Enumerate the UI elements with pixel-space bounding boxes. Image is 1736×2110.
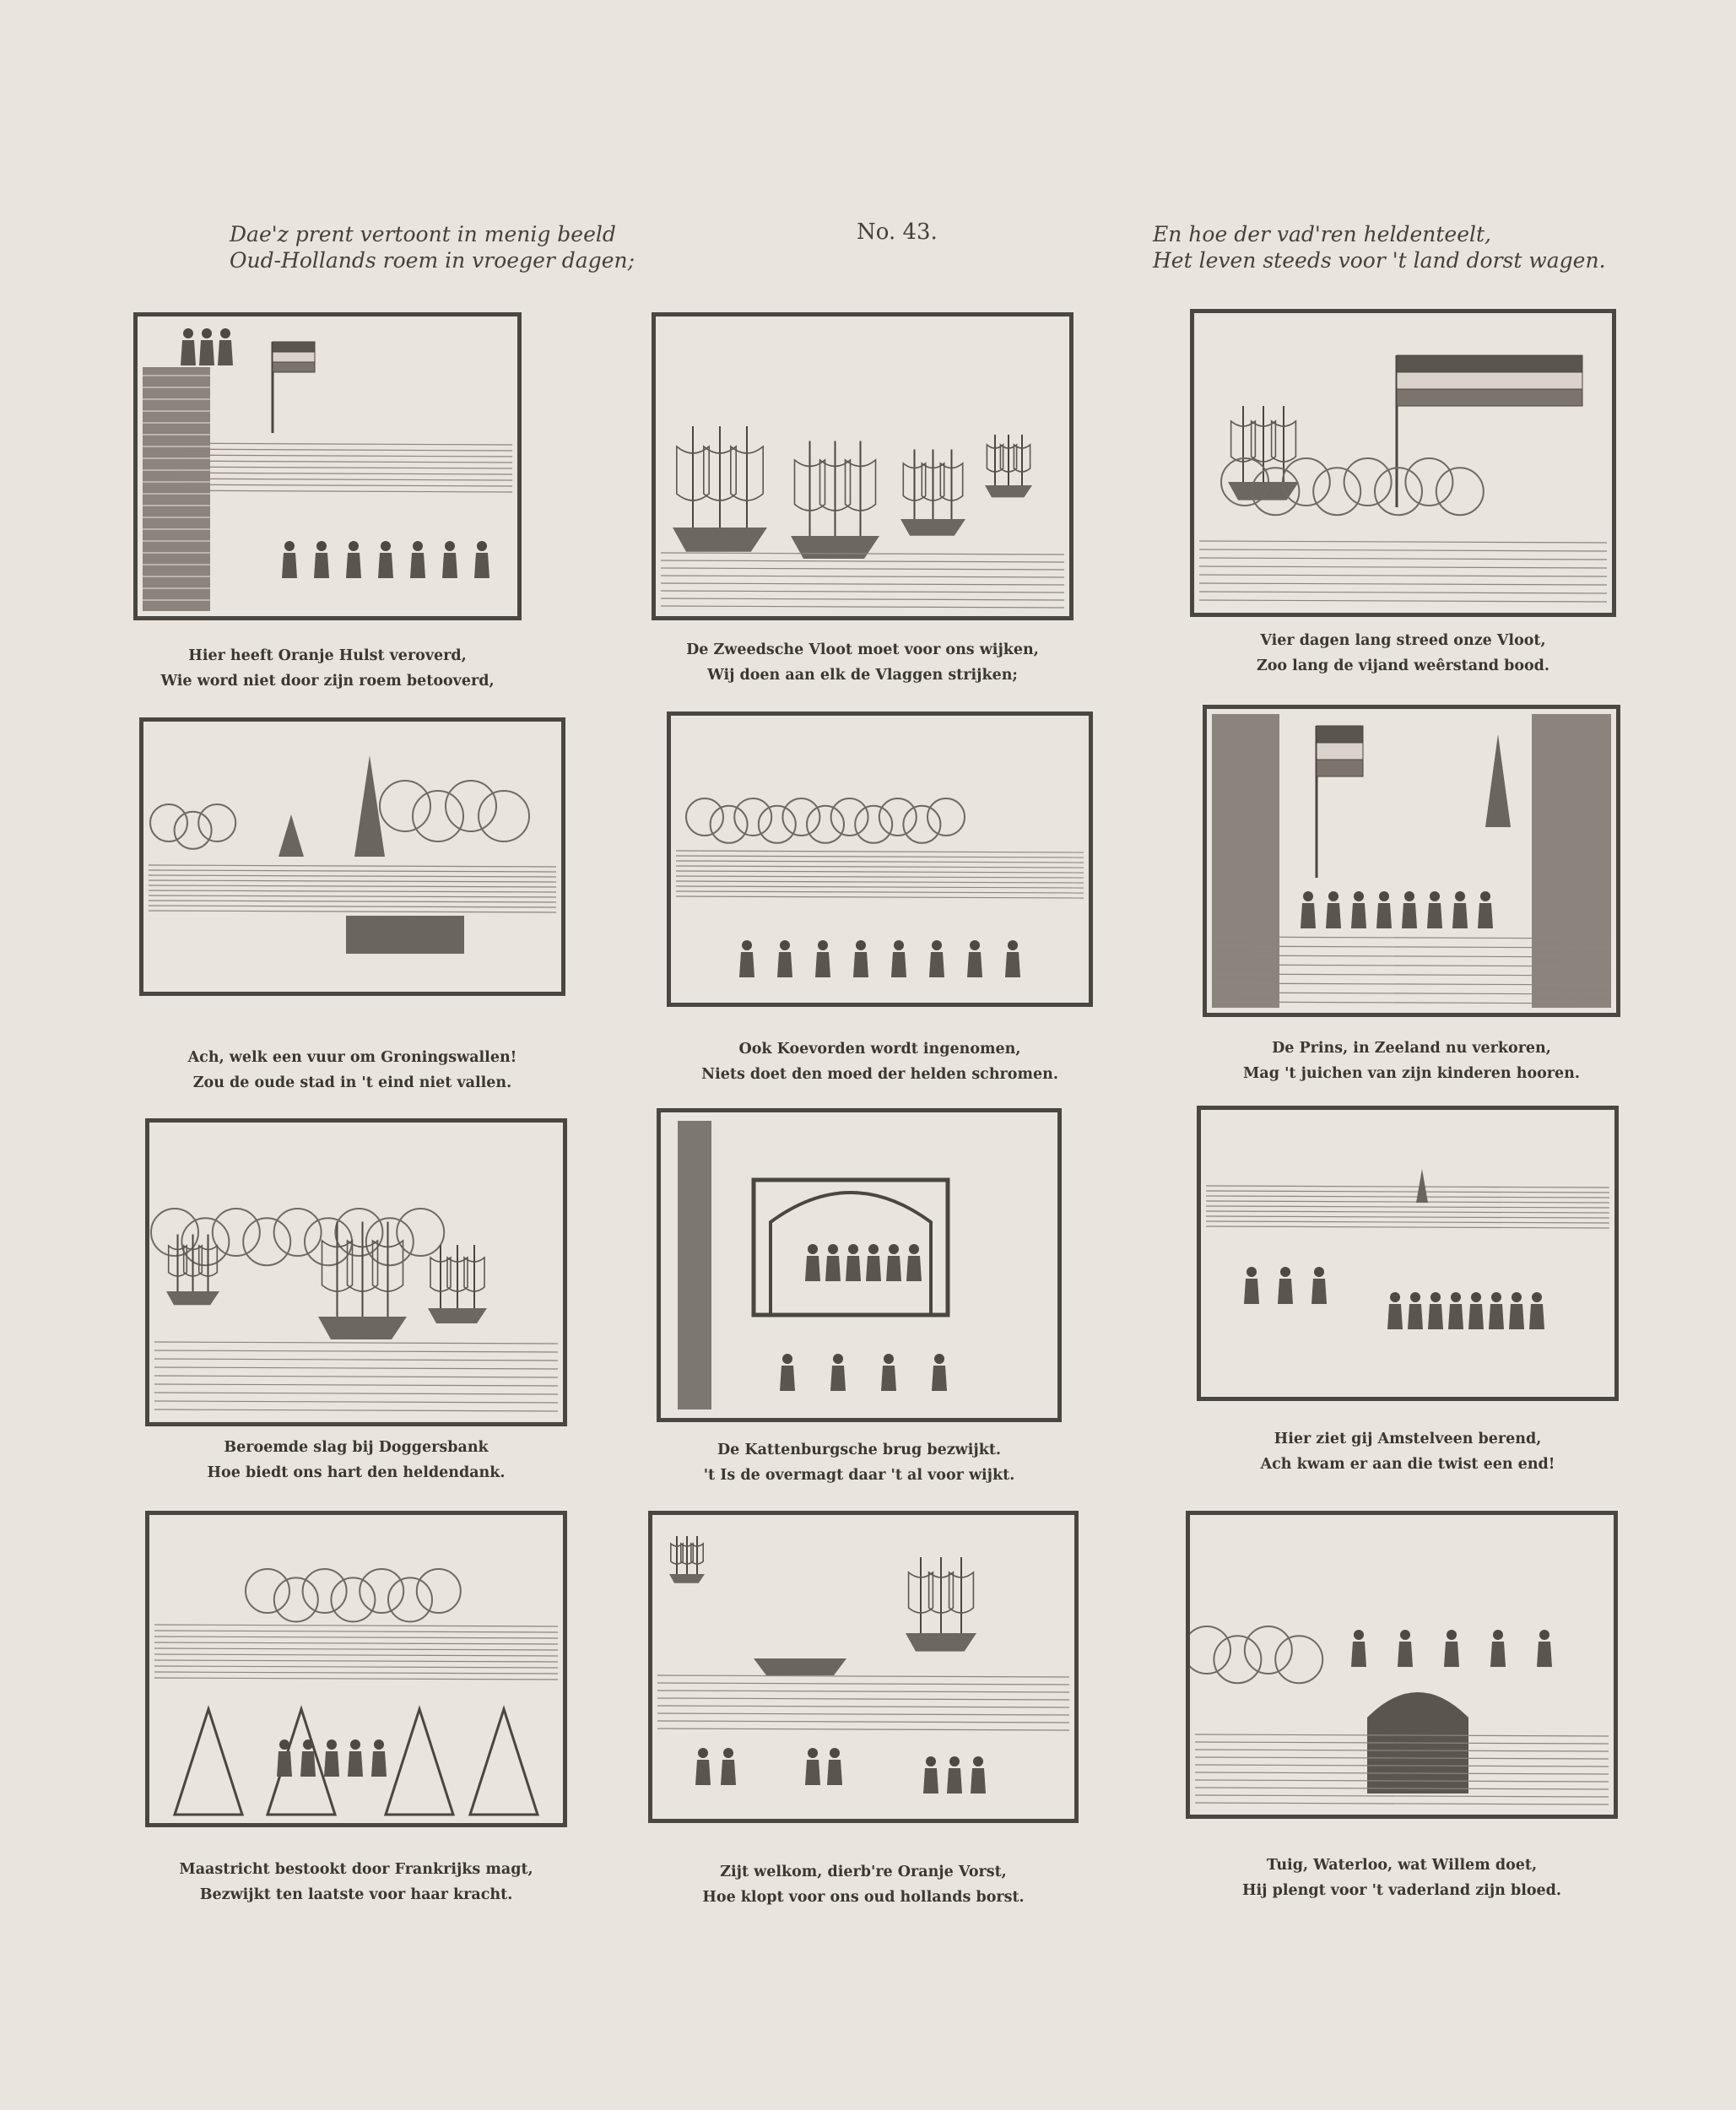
woodcut-maastricht [145, 1511, 567, 1827]
woodcut-siege-groningen [139, 717, 565, 996]
caption [145, 1435, 567, 1485]
caption-line-1: Beroemde slag bij Doggersbank [224, 1439, 489, 1456]
panel-3 [1190, 309, 1616, 689]
panel-12 [1186, 1511, 1618, 1916]
caption-line-1: Vier dagen lang streed onze Vloot, [1260, 632, 1546, 649]
woodcut-illustration [149, 1123, 563, 1422]
woodcut-illustration [1207, 709, 1616, 1013]
caption [657, 1437, 1062, 1488]
caption-line-2: Ach kwam er aan die twist een end! [1260, 1456, 1555, 1473]
woodcut-illustration [661, 1112, 1057, 1418]
woodcut-doggersbank [145, 1118, 567, 1426]
caption-line-2: Wie word niet door zijn roem betooverd, [160, 673, 495, 690]
woodcut-illustration [671, 716, 1089, 1003]
caption-line-1: De Zweedsche Vloot moet voor ons wijken, [686, 641, 1039, 658]
caption [1190, 628, 1616, 679]
caption [1197, 1426, 1619, 1477]
caption-line-2: Zoo lang de vijand weêrstand bood. [1256, 657, 1550, 674]
woodcut-swedish-fleet [652, 312, 1074, 620]
caption [667, 1036, 1093, 1087]
caption-line-1: Ach, welk een vuur om Groningswallen! [187, 1049, 517, 1066]
caption [139, 1045, 565, 1096]
sheet-number: No. 43. [857, 219, 938, 245]
woodcut-four-days-battle [1190, 309, 1616, 617]
caption-line-1: Hier heeft Oranje Hulst veroverd, [188, 647, 467, 664]
woodcut-illustration [149, 1515, 563, 1823]
woodcut-illustration [1190, 1515, 1614, 1815]
woodcut-amstelveen [1197, 1106, 1619, 1401]
header-left-line-1: Dae'z prent vertoont in menig beeld [230, 222, 616, 246]
caption-line-1: Ook Koevorden wordt ingenomen, [738, 1041, 1021, 1058]
header-right-verse [1153, 221, 1606, 273]
caption-line-2: Bezwijkt ten laatste voor haar kracht. [199, 1886, 513, 1903]
panel-4 [139, 717, 565, 1097]
panel-1 [133, 312, 522, 692]
header-right-line-1: En hoe der vad'ren heldenteelt, [1153, 222, 1492, 246]
caption [133, 643, 522, 694]
woodcut-welcome-prince [648, 1511, 1079, 1823]
caption-line-1: Hier ziet gij Amstelveen berend, [1274, 1431, 1542, 1447]
caption-line-2: Niets doet den moed der helden schromen. [701, 1066, 1058, 1083]
caption-line-1: Zijt welkom, dierb're Oranje Vorst, [720, 1864, 1007, 1880]
caption-line-1: De Prins, in Zeeland nu verkoren, [1272, 1040, 1551, 1057]
header-right-line-2: Het leven steeds voor 't land dorst wagen. [1153, 248, 1606, 273]
woodcut-illustration [1194, 313, 1612, 613]
woodcut-illustration [1201, 1110, 1614, 1397]
caption [652, 637, 1074, 688]
panel-11 [648, 1511, 1079, 1933]
panel-10 [145, 1511, 567, 1933]
caption [145, 1857, 567, 1907]
caption-line-1: Tuig, Waterloo, wat Willem doet, [1266, 1857, 1538, 1874]
caption-line-2: Hoe klopt voor ons oud hollands borst. [702, 1889, 1025, 1906]
caption-line-2: Hoe biedt ons hart den heldendank. [207, 1464, 506, 1481]
panel-7 [145, 1118, 567, 1498]
woodcut-waterloo [1186, 1511, 1618, 1819]
caption-line-2: 't Is de overmagt daar 't al voor wijkt. [703, 1467, 1015, 1484]
caption-line-1: Maastricht bestookt door Frankrijks magt, [179, 1861, 533, 1878]
woodcut-illustration [138, 316, 517, 616]
caption [648, 1859, 1079, 1910]
woodcut-siege-hulst [133, 312, 522, 620]
woodcut-prince-zeeland [1203, 705, 1620, 1017]
caption [1203, 1036, 1620, 1086]
caption-line-2: Zou de oude stad in 't eind niet vallen. [192, 1074, 512, 1091]
header-left-line-2: Oud-Hollands roem in vroeger dagen; [230, 248, 635, 273]
header-left-verse [230, 221, 635, 273]
woodcut-illustration [656, 316, 1069, 616]
caption-line-2: Hij plengt voor 't vaderland zijn bloed. [1241, 1882, 1561, 1899]
panel-5 [667, 711, 1093, 1091]
caption [1186, 1853, 1618, 1903]
woodcut-kattenburg-bridge [657, 1108, 1062, 1422]
panel-9 [1197, 1106, 1619, 1485]
caption-line-2: Wij doen aan elk de Vlaggen strijken; [707, 667, 1018, 684]
panel-8 [657, 1108, 1062, 1496]
caption-line-2: Mag 't juichen van zijn kinderen hooren. [1243, 1065, 1580, 1082]
caption-line-1: De Kattenburgsche brug bezwijkt. [717, 1442, 1001, 1458]
panel-6 [1203, 705, 1620, 1085]
woodcut-illustration [652, 1515, 1074, 1819]
panel-2 [652, 312, 1074, 692]
woodcut-illustration [143, 722, 561, 992]
woodcut-koevorden [667, 711, 1093, 1007]
